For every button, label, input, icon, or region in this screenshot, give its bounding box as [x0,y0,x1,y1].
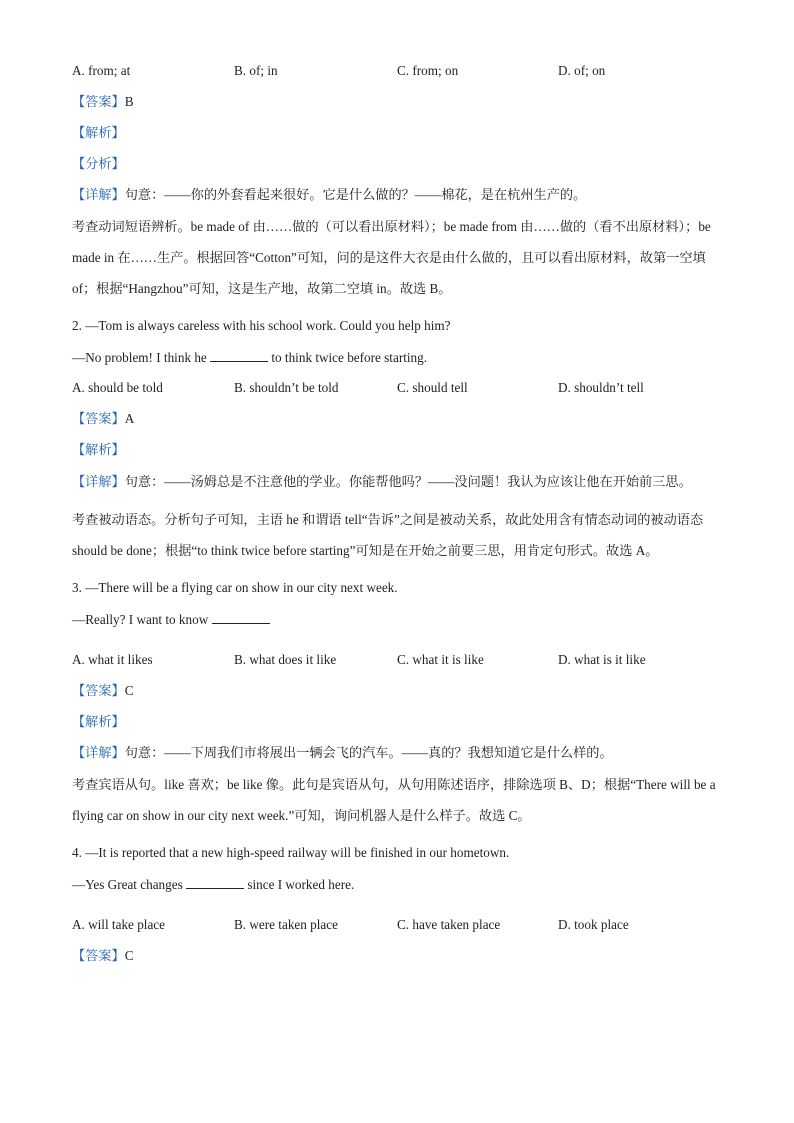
q4-answer [72,947,722,978]
q1-explanation: 考查动词短语辨析。be made of 由……做的（可以看出原材料）；be made from 由……做的（看不出原材料）；be made in 在……生产。根据回答“Cotton”可知，问的是这件大衣是由什么做的，且可以看出原材料，故第一空填 of；根据“Hangzhou”可知，这是生产地，故第二空填 in。故选 B。 [72,219,711,296]
q1-fenxi-heading [72,155,722,186]
q3-option-b: B. what does it like [234,652,337,667]
q3-prompt-line2 [72,610,722,641]
document-page [72,62,722,978]
q1-option-b: B. of; in [234,63,278,78]
q4-option-c: C. have taken place [397,917,501,932]
fenxi-tag: 【分析】 [72,156,125,171]
q2-answer-value: A [124,411,135,426]
analysis-tag: 【解析】 [72,125,125,140]
answer-tag: 【答案】 [72,683,125,698]
q1-options [72,62,722,93]
q2-prompt-line1: 2. —Tom is always careless with his school work. Could you help him? [72,318,451,333]
q4-prompt-line2 [72,875,722,906]
q2-option-a: A. should be told [72,380,163,395]
q2-line2-pre: —No problem! I think he [72,350,207,365]
q1-option-a: A. from; at [72,63,131,78]
q2-blank [210,348,268,362]
q3-detail-text: 句意：——下周我们市将展出一辆会飞的汽车。——真的？我想知道它是什么样的。 [124,745,613,760]
q3-answer-value: C [124,683,134,698]
answer-tag: 【答案】 [72,94,125,109]
q3-options [72,651,722,682]
q3-answer [72,682,722,713]
q4-option-a: A. will take place [72,917,166,932]
q4-options [72,916,722,947]
q4-blank [186,875,244,889]
q3-analysis-heading [72,713,722,744]
q2-detail [72,466,722,497]
q2-options [72,379,722,410]
analysis-tag: 【解析】 [72,714,125,729]
q3-explanation: 考查宾语从句。like 喜欢；be like 像。此句是宾语从句，从句用陈述语序，排除选项 B、D；根据“There will be a flying car on show in our city next week.”可知，询问机器人是什么样子。故选 C。 [72,777,716,823]
q1-answer [72,93,722,124]
q3-option-a: A. what it likes [72,652,153,667]
q3-option-d: D. what is it like [558,652,646,667]
answer-tag: 【答案】 [72,411,125,426]
q2-option-b: B. shouldn’t be told [234,380,339,395]
q2-option-c: C. should tell [397,380,468,395]
q3-line2-pre: —Really? I want to know [72,612,209,627]
q2-explanation: 考查被动语态。分析句子可知，主语 he 和谓语 tell“告诉”之间是被动关系，故此处用含有情态动词的被动语态 should be done；根据“to think twice before starting”可知是在开始之前要三思，用肯定句形式。故选 A。 [72,512,704,558]
q2-detail-text: 句意：——汤姆总是不注意他的学业。你能帮他吗？——没问题！我认为应该让他在开始前三思。 [124,474,692,489]
q2-answer [72,410,722,441]
q1-option-c: C. from; on [397,63,459,78]
q3-prompt-line1: 3. —There will be a flying car on show in our city next week. [72,580,398,595]
q4-answer-value: C [124,948,134,963]
answer-tag: 【答案】 [72,948,125,963]
q2-prompt-line2 [72,348,722,379]
q1-answer-value: B [124,94,134,109]
q1-detail-text: 句意：——你的外套看起来很好。它是什么做的？——棉花，是在杭州生产的。 [124,187,587,202]
q2-line2-post: to think twice before starting. [271,350,428,365]
q1-analysis-heading [72,124,722,155]
q4-prompt-line1: 4. —It is reported that a new high-speed railway will be finished in our hometown. [72,845,510,860]
detail-tag: 【详解】 [72,187,125,202]
q2-option-d: D. shouldn’t tell [558,380,644,395]
q4-option-b: B. were taken place [234,917,338,932]
q4-line2-pre: —Yes Great changes [72,877,183,892]
detail-tag: 【详解】 [72,745,125,760]
q4-option-d: D. took place [558,917,629,932]
q3-option-c: C. what it is like [397,652,484,667]
q3-blank [212,610,270,624]
detail-tag: 【详解】 [72,474,125,489]
q4-line2-post: since I worked here. [247,877,355,892]
analysis-tag: 【解析】 [72,442,125,457]
q1-option-d: D. of; on [558,63,606,78]
